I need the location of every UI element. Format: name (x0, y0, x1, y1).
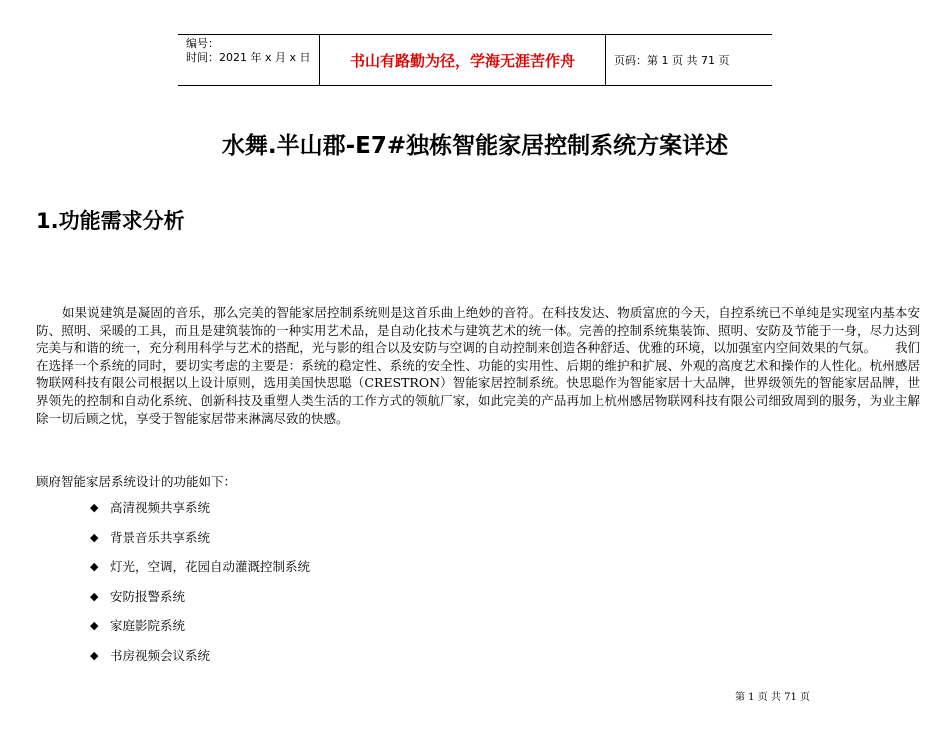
section-heading: 1.功能需求分析 (36, 209, 185, 233)
feature-item (90, 559, 310, 589)
diamond-bullet-icon: ◆ (90, 501, 99, 514)
document-title: 水舞.半山郡-E7#独栋智能家居控制系统方案详述 (221, 133, 729, 159)
feature-item-text: 安防报警系统 (110, 588, 186, 604)
feature-item-text: 家庭影院系统 (110, 618, 186, 633)
header-meta-cell (178, 35, 320, 85)
diamond-bullet-icon: ◆ (90, 619, 99, 632)
diamond-bullet-icon: ◆ (90, 530, 99, 544)
feature-list (90, 500, 310, 677)
diamond-bullet-icon: ◆ (90, 648, 99, 662)
diamond-bullet-icon: ◆ (90, 560, 99, 573)
body-paragraph: 如果说建筑是凝固的音乐，那么完美的智能家居控制系统则是这首乐曲上绝妙的音符。在科技发达、物质富庶的今天，自控系统已不单纯是实现室内基本安防、照明、采暖的工具，而且是建筑装饰的一种实用艺术品，是自动化技术与建筑艺术的统一体。完善的控制系统集装饰、照明、安防及节能于一身，尽力达到完美与和谐的统一，充分利用科学与艺术的搭配，光与影的组合以及安防与空调的自动控制来创造各种舒适、优雅的环境，以加强室内空间效果的气氛。 我们在选择一个系统的同时，要切实考虑的主要是：系统的稳定性、系统的安全性、功能的实用性、后期的维护和扩展、外观的高度艺术和操作的人性化。杭州感居物联网科技有限公司根据以上设计原则，选用美国快思聪（CRESTRON）智能家居控制系统。快思聪作为智能家居十大品牌，世界级领先的智能家居品牌，世界领先的控制和自动化系统、创新科技及重塑人类生活的工作方式的领航厂家，如此完美的产品再加上杭州感居物联网科技有限公司细致周到的服务，为业主解除一切后顾之忧，享受于智能家居带来淋漓尽致的快感。 (36, 305, 920, 426)
header-time-label: 时间：2021 年 x 月 x 日 (186, 51, 311, 64)
feature-item (90, 648, 310, 678)
feature-item (90, 589, 310, 619)
feature-intro: 顾府智能家居系统设计的功能如下： (36, 474, 237, 489)
header-number-label: 编号： (186, 37, 219, 50)
feature-item (90, 618, 310, 648)
diamond-bullet-icon: ◆ (90, 589, 99, 603)
header-page-info: 页码：第 1 页 共 71 页 (614, 54, 730, 67)
feature-item-text: 书房视频会议系统 (110, 647, 211, 663)
feature-item (90, 530, 310, 560)
header-motto: 书山有路勤为径，学海无涯苦作舟 (320, 35, 606, 85)
feature-item-text: 背景音乐共享系统 (110, 529, 211, 545)
feature-item-text: 高清视频共享系统 (110, 500, 211, 515)
feature-item (90, 500, 310, 530)
document-header (178, 34, 772, 86)
feature-item-text: 灯光，空调，花园自动灌溉控制系统 (110, 559, 311, 574)
page-footer: 第 1 页 共 71 页 (735, 692, 810, 703)
